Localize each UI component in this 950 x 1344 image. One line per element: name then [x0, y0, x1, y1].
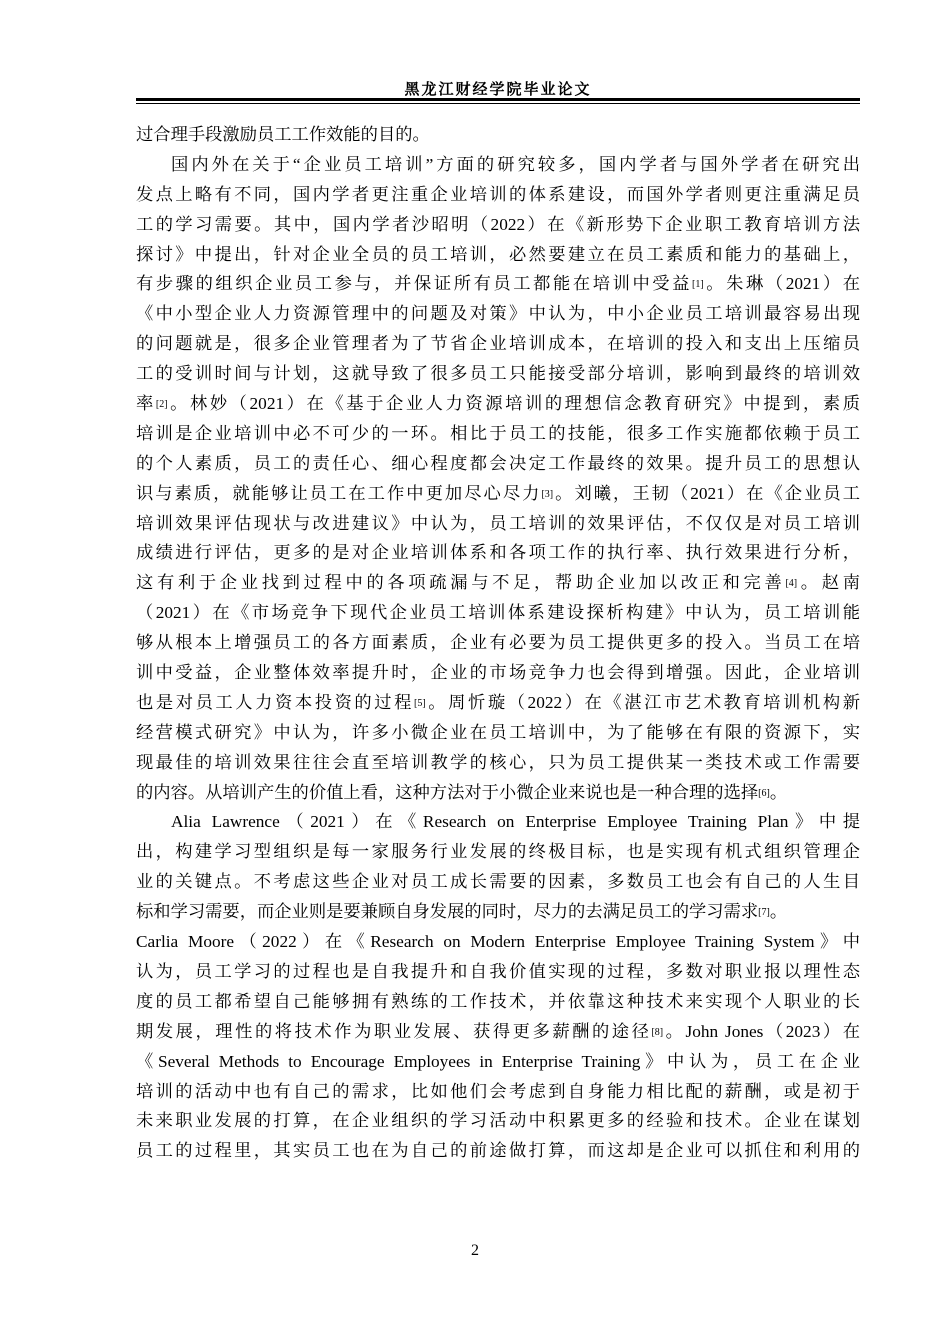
text-line — [136, 1077, 860, 1107]
line-text: 标和学习需要，而企业则是要兼顾自身发展的同时，尽力的去满足员工的学习需求 — [136, 902, 759, 922]
line-text: 现最佳的培训效果往往会直至培训教学的核心，只为员工提供某一类技术或工作需要 — [136, 752, 860, 772]
text-line — [136, 987, 860, 1017]
line-text: Carlia Moore（2022）在《Research on Modern Enterprise Employee Training System》中 — [136, 932, 860, 952]
citation-ref: [5] — [414, 697, 426, 709]
line-text: 训中受益，企业整体效率提升时，企业的市场竞争力也会得到增强。因此，企业培训 — [136, 663, 860, 683]
text-line — [136, 568, 860, 598]
line-text: 未来职业发展的打算，在企业组织的学习活动中积累更多的经验和技术。企业在谋划 — [136, 1111, 860, 1131]
text-line — [136, 120, 860, 150]
line-text: 也是对员工人力资本投资的过程 — [136, 692, 415, 712]
citation-ref: [3] — [541, 488, 554, 500]
text-line — [136, 299, 860, 329]
line-text: 识与素质，就能够让员工在工作中更加尽心尽力 — [136, 483, 542, 503]
line-text: 率 — [136, 394, 156, 414]
text-line — [136, 240, 860, 270]
line-text-after: 。刘曦，王韧（2021）在《企业员工 — [553, 483, 860, 503]
text-line — [136, 957, 860, 987]
line-text: 期发展，理性的将技术作为职业发展、获得更多薪酬的途径 — [136, 1021, 652, 1041]
text-line — [136, 180, 860, 210]
line-text: 培训的活动中也有自己的需求，比如他们会考虑到自身能力相比配的薪酬，或是初于 — [136, 1081, 860, 1101]
text-line — [136, 927, 860, 957]
line-text: 员工的过程里，其实员工也在为自己的前途做打算，而这却是企业可以抓住和利用的 — [136, 1141, 860, 1161]
line-text: 国内外在关于“企业员工培训”方面的研究较多，国内学者与国外学者在研究出 — [171, 154, 860, 174]
line-text-after: 。赵南 — [797, 573, 860, 593]
text-line — [136, 867, 860, 897]
line-text: 的问题就是，很多企业管理者为了节省企业培训成本，在培训的投入和支出上压缩员 — [136, 334, 860, 354]
text-line — [136, 658, 860, 688]
text-line — [136, 479, 860, 509]
line-text: 探讨》中提出，针对企业全员的员工培训，必然要建立在员工素质和能力的基础上， — [136, 244, 860, 264]
line-text: 出，构建学习型组织是每一家服务行业发展的终极目标，也是实现有机式组织管理企 — [136, 842, 860, 862]
citation-ref: [7] — [758, 907, 770, 919]
line-text: 的内容。从培训产生的价值上看，这种方法对于小微企业来说也是一种合理的选择 — [136, 782, 759, 802]
line-text: 经营模式研究》中认为，许多小微企业在员工培训中，为了能够在有限的资源下，实 — [136, 722, 860, 742]
text-line — [136, 449, 860, 479]
text-line — [136, 688, 860, 718]
line-text: （2021）在《市场竞争下现代企业员工培训体系建设探析构建》中认为，员工培训能 — [136, 603, 860, 623]
text-line — [136, 329, 860, 359]
text-line — [136, 598, 860, 628]
text-line — [136, 1136, 860, 1166]
line-text: 培训是企业培训中必不可少的一环。相比于员工的技能，很多工作实施都依赖于员工 — [136, 423, 860, 443]
text-line — [136, 837, 860, 867]
text-line — [136, 269, 860, 299]
text-line — [136, 807, 860, 837]
text-line — [136, 1017, 860, 1047]
text-line — [136, 210, 860, 240]
line-text: 这有利于企业找到过程中的各项疏漏与不足，帮助企业加以改正和完善 — [136, 573, 786, 593]
citation-ref: [8] — [651, 1026, 664, 1038]
text-line — [136, 419, 860, 449]
text-line — [136, 718, 860, 748]
line-text: Alia Lawrence（2021）在《Research on Enterprise Employee Training Plan》中提 — [171, 812, 860, 832]
line-text-after: 。 — [769, 902, 788, 922]
line-text: 发点上略有不同，国内学者更注重企业培训的体系建设，而国外学者则更注重满足员 — [136, 184, 860, 204]
text-line — [136, 628, 860, 658]
line-text-after: 。John Jones（2023）在 — [663, 1021, 860, 1041]
line-text: 《中小型企业人力资源管理中的问题及对策》中认为，中小企业员工培训最容易出现 — [136, 304, 860, 324]
line-text: 成绩进行评估，更多的是对企业培训体系和各项工作的执行率、执行效果进行分析， — [136, 543, 860, 563]
line-text: 业的关键点。不考虑这些企业对员工成长需要的因素，多数员工也会有自己的人生目 — [136, 872, 860, 892]
citation-ref: [4] — [785, 578, 798, 590]
citation-ref: [6] — [758, 787, 770, 799]
line-text: 的个人素质，员工的责任心、细心程度都会决定工作最终的效果。提升员工的思想认 — [136, 453, 860, 473]
text-line — [136, 748, 860, 778]
text-line — [136, 150, 860, 180]
line-text-after: 。林妙（2021）在《基于企业人力资源培训的理想信念教育研究》中提到，素质 — [167, 394, 860, 414]
text-line — [136, 778, 860, 808]
line-text: 工的学习需要。其中，国内学者沙昭明（2022）在《新形势下企业职工教育培训方法 — [136, 214, 860, 234]
text-line — [136, 897, 860, 927]
line-text: 有步骤的组织企业员工参与，并保证所有员工都能在培训中受益 — [136, 274, 693, 294]
line-text: 认为，员工学习的过程也是自我提升和自我价值实现的过程，多数对职业报以理性态 — [136, 961, 860, 981]
citation-ref: [2] — [155, 399, 168, 411]
text-line — [136, 1047, 860, 1077]
page-header-title: 黑龙江财经学院毕业论文 — [404, 80, 592, 98]
header-rule-thin — [136, 103, 860, 104]
text-line — [136, 538, 860, 568]
line-text: 《Several Methods to Encourage Employees in Enterprise Training》中认为，员工在企业 — [136, 1051, 860, 1071]
citation-ref: [1] — [692, 279, 704, 291]
line-text-after: 。周忻璇（2022）在《湛江市艺术教育培训机构新 — [425, 692, 860, 712]
line-text: 工的受训时间与计划，这就导致了很多员工只能接受部分培训，影响到最终的培训效 — [136, 364, 860, 384]
text-line — [136, 359, 860, 389]
line-text-after: 。朱琳（2021）在 — [703, 274, 860, 294]
text-line — [136, 1106, 860, 1136]
header-rule-thick — [136, 98, 860, 101]
line-text: 培训效果评估现状与改进建议》中认为，员工培训的效果评估，不仅仅是对员工培训 — [136, 513, 860, 533]
line-text: 过合理手段激励员工工作效能的目的。 — [136, 125, 430, 144]
page-number: 2 — [471, 1242, 479, 1259]
line-text-after: 。 — [769, 782, 788, 802]
text-line — [136, 389, 860, 419]
body-text — [136, 120, 860, 1166]
line-text: 度的员工都希望自己能够拥有熟练的工作技术，并依靠这种技术来实现个人职业的长 — [136, 991, 860, 1011]
text-line — [136, 509, 860, 539]
line-text: 够从根本上增强员工的各方面素质，企业有必要为员工提供更多的投入。当员工在培 — [136, 633, 860, 653]
